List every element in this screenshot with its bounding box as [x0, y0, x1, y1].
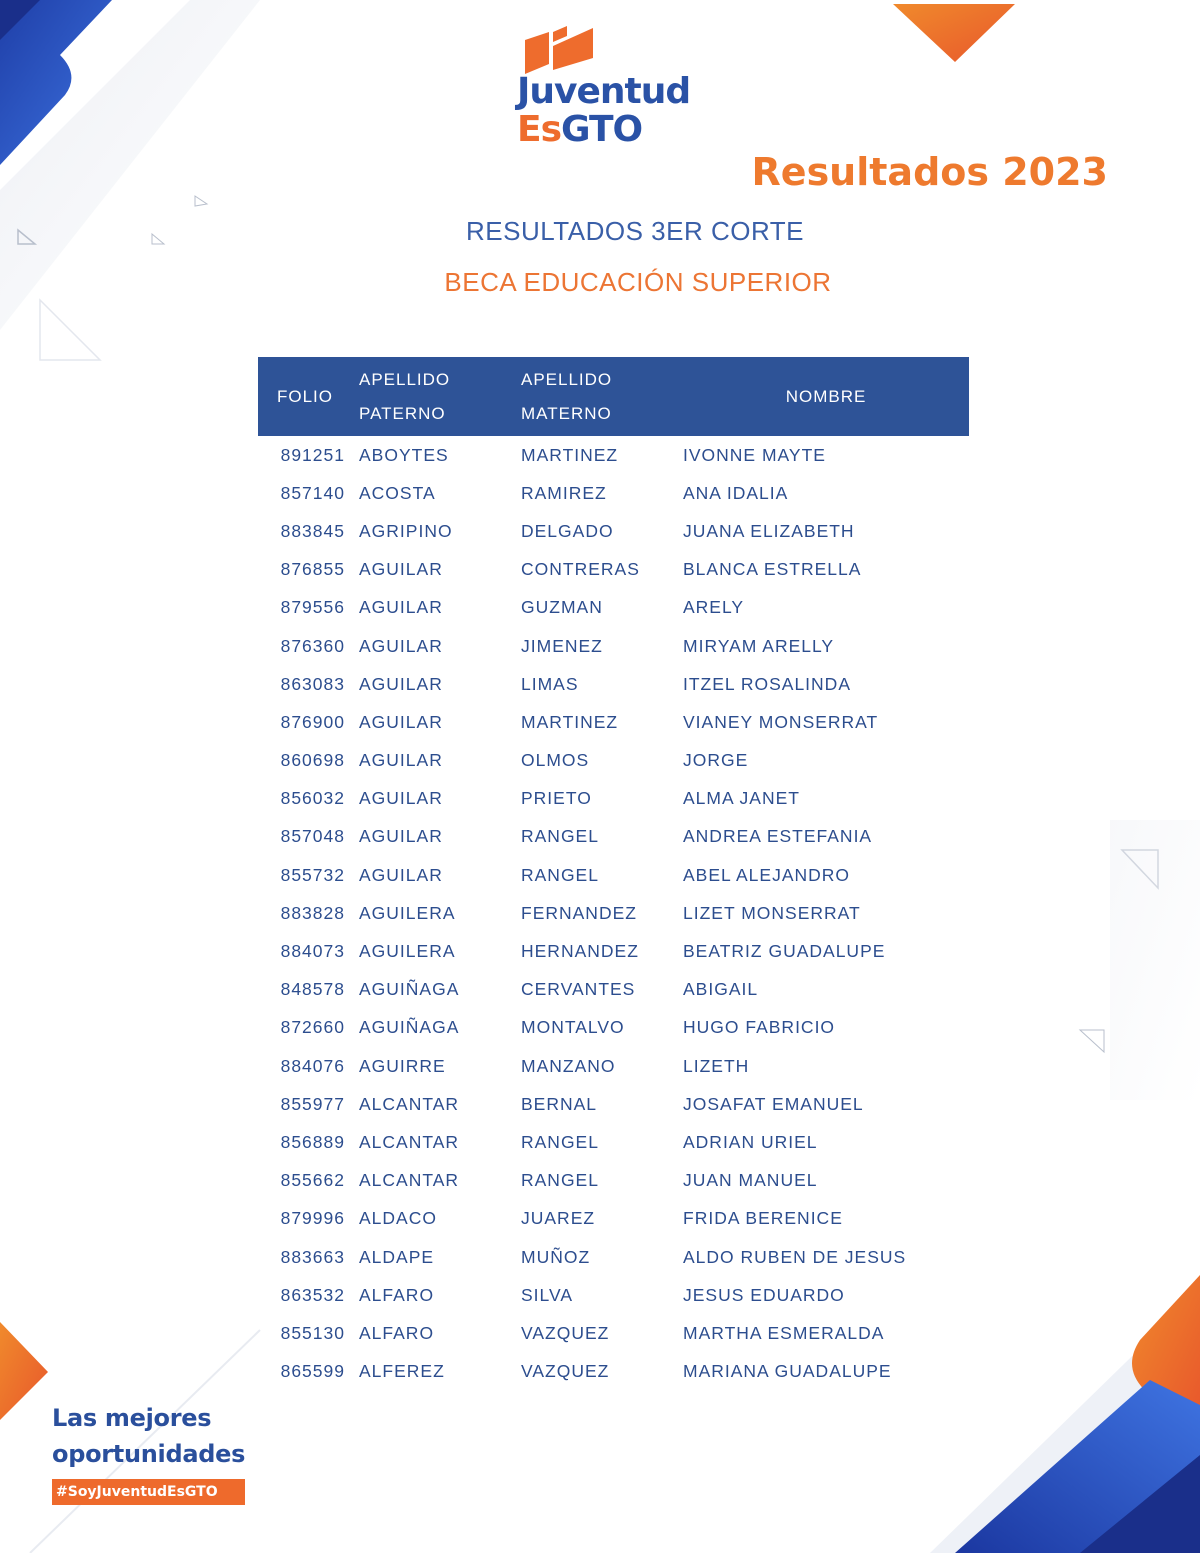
apellido-materno-cell: RANGEL — [521, 864, 599, 885]
apellido-paterno-cell: AGUILAR — [359, 788, 443, 809]
folio-cell: 856032 — [280, 788, 345, 809]
folio-cell: 848578 — [280, 979, 345, 1000]
table-row — [258, 1047, 969, 1085]
apellido-materno-cell: FERNANDEZ — [521, 902, 637, 923]
apellido-materno-cell: PRIETO — [521, 788, 592, 809]
folio-cell: 883663 — [280, 1246, 345, 1267]
table-row — [258, 551, 969, 589]
folio-cell: 855732 — [280, 864, 345, 885]
folio-cell: 876900 — [280, 711, 345, 732]
table-row — [258, 742, 969, 780]
outline-triangle-shape — [1080, 1030, 1104, 1052]
program-title: BECA EDUCACIÓN SUPERIOR — [444, 267, 832, 297]
table-row — [258, 1162, 969, 1200]
nombre-cell: LIZETH — [683, 1055, 750, 1076]
apellido-paterno-cell: ALCANTAR — [359, 1093, 460, 1114]
folio-cell: 855977 — [280, 1093, 345, 1114]
orange-corner-shape — [893, 4, 1015, 62]
apellido-paterno-cell: AGUIRRE — [359, 1055, 446, 1076]
apellido-paterno-cell: ALCANTAR — [359, 1170, 460, 1191]
apellido-paterno-cell: AGUILAR — [359, 635, 443, 656]
nombre-cell: MARIANA GUADALUPE — [683, 1361, 892, 1382]
apellido-materno-cell: RANGEL — [521, 826, 599, 847]
tagline-line2: oportunidades — [52, 1440, 246, 1468]
table-row — [258, 932, 969, 970]
table-row — [258, 856, 969, 894]
folio-cell: 855662 — [280, 1170, 345, 1191]
apellido-paterno-cell: ALDACO — [359, 1208, 437, 1229]
nombre-cell: HUGO FABRICIO — [683, 1017, 836, 1038]
apellido-materno-cell: CERVANTES — [521, 979, 636, 1000]
table-row — [258, 665, 969, 703]
folio-cell: 876360 — [280, 635, 345, 656]
folio-cell: 883845 — [280, 520, 345, 541]
nombre-cell: ADRIAN URIEL — [683, 1131, 818, 1152]
table-row — [258, 589, 969, 627]
table-row — [258, 1200, 969, 1238]
apellido-materno-cell: MANZANO — [521, 1055, 616, 1076]
nombre-cell: ABIGAIL — [683, 979, 759, 1000]
folio-cell: 860698 — [280, 750, 345, 771]
table-row — [258, 894, 969, 932]
nombre-cell: ABEL ALEJANDRO — [683, 864, 851, 885]
grey-band-shape — [1110, 820, 1200, 1100]
tagline-line1: Las mejores — [52, 1404, 212, 1432]
header-apellido-paterno: APELLIDO PATERNO — [359, 357, 521, 436]
folio-cell: 863532 — [280, 1284, 345, 1305]
nombre-cell: ALDO RUBEN DE JESUS — [683, 1246, 907, 1267]
table-row — [258, 1085, 969, 1123]
apellido-materno-cell: BERNAL — [521, 1093, 598, 1114]
apellido-paterno-cell: AGUIÑAGA — [359, 979, 460, 1000]
table-row — [258, 1353, 969, 1391]
nombre-cell: VIANEY MONSERRAT — [683, 711, 879, 732]
cut-subtitle: RESULTADOS 3ER CORTE — [466, 216, 804, 246]
nombre-cell: ARELY — [683, 597, 745, 618]
header-nombre: NOMBRE — [683, 357, 969, 436]
apellido-materno-cell: RANGEL — [521, 1131, 599, 1152]
nombre-cell: BLANCA ESTRELLA — [683, 559, 862, 580]
outline-triangle-shape — [40, 300, 100, 360]
folio-cell: 872660 — [280, 1017, 345, 1038]
table-row — [258, 1123, 969, 1161]
table-row — [258, 703, 969, 741]
nombre-cell: JESUS EDUARDO — [683, 1284, 845, 1305]
table-row — [258, 818, 969, 856]
folio-cell: 884073 — [280, 941, 345, 962]
table-row — [258, 1314, 969, 1352]
brand-name-line2 — [517, 109, 643, 150]
table-row — [258, 780, 969, 818]
header-folio: FOLIO — [258, 357, 359, 436]
folio-cell: 856889 — [280, 1131, 345, 1152]
apellido-materno-cell: JIMENEZ — [521, 635, 603, 656]
nombre-cell: MIRYAM ARELLY — [683, 635, 835, 656]
apellido-materno-cell: VAZQUEZ — [521, 1322, 610, 1343]
apellido-materno-cell: LIMAS — [521, 673, 579, 694]
apellido-paterno-cell: AGUILERA — [359, 941, 456, 962]
table-row — [258, 512, 969, 550]
apellido-materno-cell: DELGADO — [521, 520, 614, 541]
brand-name-line1: Juventud — [517, 71, 691, 112]
nombre-cell: LIZET MONSERRAT — [683, 902, 861, 923]
orange-corner-shape — [0, 1322, 48, 1420]
apellido-paterno-cell: AGUILERA — [359, 902, 456, 923]
apellido-materno-cell: SILVA — [521, 1284, 574, 1305]
apellido-paterno-cell: AGUIÑAGA — [359, 1017, 460, 1038]
nombre-cell: JOSAFAT EMANUEL — [683, 1093, 864, 1114]
apellido-materno-cell: OLMOS — [521, 750, 590, 771]
folio-cell: 863083 — [280, 673, 345, 694]
nombre-cell: ITZEL ROSALINDA — [683, 673, 851, 694]
nombre-cell: JUANA ELIZABETH — [683, 520, 855, 541]
table-header-row — [258, 357, 969, 436]
apellido-paterno-cell: AGUILAR — [359, 711, 443, 732]
folio-cell: 879556 — [280, 597, 345, 618]
brand-gto: GTO — [561, 109, 643, 150]
apellido-materno-cell: MARTINEZ — [521, 444, 619, 465]
nombre-cell: IVONNE MAYTE — [683, 444, 826, 465]
table-row — [258, 1276, 969, 1314]
apellido-paterno-cell: ALDAPE — [359, 1246, 435, 1267]
folio-cell: 865599 — [280, 1361, 345, 1382]
results-year-title: Resultados 2023 — [751, 150, 1108, 194]
table-row — [258, 627, 969, 665]
apellido-paterno-cell: AGUILAR — [359, 826, 443, 847]
apellido-paterno-cell: AGUILAR — [359, 673, 443, 694]
apellido-paterno-cell: AGUILAR — [359, 750, 443, 771]
apellido-materno-cell: MUÑOZ — [521, 1246, 591, 1267]
nombre-cell: ANDREA ESTEFANIA — [683, 826, 873, 847]
apellido-paterno-cell: AGUILAR — [359, 559, 443, 580]
table-row — [258, 474, 969, 512]
footer-tagline — [52, 1400, 245, 1472]
apellido-paterno-cell: ALFEREZ — [359, 1361, 445, 1382]
table-row — [258, 436, 969, 474]
table-row — [258, 1009, 969, 1047]
apellido-paterno-cell: ALCANTAR — [359, 1131, 460, 1152]
apellido-paterno-cell: AGUILAR — [359, 864, 443, 885]
nombre-cell: FRIDA BERENICE — [683, 1208, 843, 1229]
table-row — [258, 971, 969, 1009]
apellido-paterno-cell: AGRIPINO — [359, 520, 453, 541]
apellido-materno-cell: RAMIREZ — [521, 482, 607, 503]
nombre-cell: MARTHA ESMERALDA — [683, 1322, 885, 1343]
folio-cell: 884076 — [280, 1055, 345, 1076]
nombre-cell: ALMA JANET — [683, 788, 800, 809]
folio-cell: 857140 — [280, 482, 345, 503]
apellido-materno-cell: MARTINEZ — [521, 711, 619, 732]
apellido-paterno-cell: ABOYTES — [359, 444, 449, 465]
apellido-materno-cell: JUAREZ — [521, 1208, 596, 1229]
apellido-paterno-cell: ALFARO — [359, 1322, 435, 1343]
table-row — [258, 1238, 969, 1276]
apellido-paterno-cell: ACOSTA — [359, 482, 436, 503]
nombre-cell: BEATRIZ GUADALUPE — [683, 941, 886, 962]
apellido-materno-cell: RANGEL — [521, 1170, 599, 1191]
apellido-paterno-cell: ALFARO — [359, 1284, 435, 1305]
brand-es: Es — [517, 109, 562, 150]
folio-cell: 891251 — [280, 444, 345, 465]
apellido-materno-cell: GUZMAN — [521, 597, 603, 618]
hashtag-badge: #SoyJuventudEsGTO — [52, 1479, 245, 1505]
folio-cell: 883828 — [280, 902, 345, 923]
nombre-cell: JORGE — [683, 750, 749, 771]
apellido-paterno-cell: AGUILAR — [359, 597, 443, 618]
apellido-materno-cell: HERNANDEZ — [521, 941, 639, 962]
brand-logo — [515, 22, 715, 157]
apellido-materno-cell: VAZQUEZ — [521, 1361, 610, 1382]
nombre-cell: ANA IDALIA — [683, 482, 789, 503]
apellido-materno-cell: CONTRERAS — [521, 559, 640, 580]
outline-triangle-shape — [195, 196, 207, 206]
results-table — [258, 357, 969, 1391]
folio-cell: 876855 — [280, 559, 345, 580]
folio-cell: 879996 — [280, 1208, 345, 1229]
folio-cell: 855130 — [280, 1322, 345, 1343]
nombre-cell: JUAN MANUEL — [683, 1170, 818, 1191]
apellido-materno-cell: MONTALVO — [521, 1017, 625, 1038]
folio-cell: 857048 — [280, 826, 345, 847]
header-apellido-materno: APELLIDO MATERNO — [521, 357, 683, 436]
